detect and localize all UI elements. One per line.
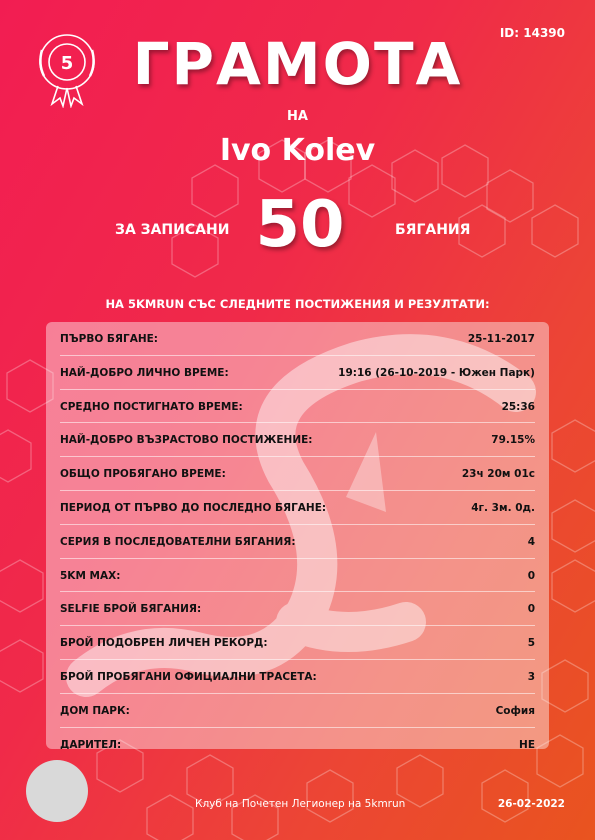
stat-row-selfie-runs [60,592,535,626]
certificate-id: ID: 14390 [499,26,565,40]
stat-label: БРОЙ ПОДОБРЕН ЛИЧЕН РЕКОРД: [60,637,268,650]
run-count: 50 [255,188,345,262]
stat-label: СЕРИЯ В ПОСЛЕДОВАТЕЛНИ БЯГАНИЯ: [60,535,296,548]
run-count-row [0,188,595,268]
stat-value: 0 [527,603,535,616]
achievements-subtitle: НА 5KMRUN СЪС СЛЕДНИТЕ ПОСТИЖЕНИЯ И РЕЗУЛТАТИ: [105,297,490,311]
stat-value: 3 [527,670,535,683]
page-title: ГРАМОТА [132,30,463,98]
stat-label: SELFIE БРОЙ БЯГАНИЯ: [60,603,202,616]
stat-row-home-park [60,694,535,728]
stat-label: НАЙ-ДОБРО ВЪЗРАСТОВО ПОСТИЖЕНИЕ: [60,434,313,447]
stat-value: 5 [527,637,535,650]
svg-text:5: 5 [60,53,74,74]
stat-label: ПЪРВО БЯГАНЕ: [60,333,158,345]
stat-row-official-courses [60,660,535,694]
stat-label: ОБЩО ПРОБЯГАНО ВРЕМЕ: [60,468,226,481]
recorded-label: ЗА ЗАПИСАНИ [115,222,230,238]
stat-row-period [60,491,535,525]
avatar [26,760,88,822]
stat-label: 5KM MAX: [60,569,121,582]
stat-label: ДОМ ПАРК: [60,704,130,717]
stat-label: ПЕРИОД ОТ ПЪРВО ДО ПОСЛЕДНО БЯГАНЕ: [60,501,327,514]
stat-value: София [495,704,535,717]
stat-value: 4г. 3м. 0д. [471,501,535,514]
stat-value: НЕ [519,738,535,749]
stat-value: 19:16 (26-10-2019 - Южен Парк) [338,366,535,379]
runs-label: БЯГАНИЯ [395,222,471,238]
stat-label: ДАРИТЕЛ: [60,738,122,749]
stat-row-age-grade [60,423,535,457]
stat-value: 4 [527,535,535,548]
stat-value: 23ч 20м 01с [461,468,535,481]
stat-row-streak [60,525,535,559]
club-footer-text: Клуб на Почетен Легионер на 5kmrun [195,798,406,810]
stat-label: СРЕДНО ПОСТИГНАТО ВРЕМЕ: [60,400,243,413]
recipient-name: Ivo Kolev [219,133,376,168]
stats-list [60,322,535,749]
stat-value: 79.15% [491,434,535,447]
stat-row-5km-max [60,559,535,593]
stat-value: 25-11-2017 [467,333,535,345]
stat-row-donor [60,728,535,749]
stat-row-first-run [60,322,535,356]
for-label: НА [287,109,308,124]
stats-panel [46,322,549,749]
stat-row-average-time [60,390,535,424]
stat-row-best-time [60,356,535,390]
stat-value: 0 [527,569,535,582]
stat-row-total-time [60,457,535,491]
stat-label: НАЙ-ДОБРО ЛИЧНО ВРЕМЕ: [60,366,229,379]
issue-date: 26-02-2022 [497,798,565,810]
stat-label: БРОЙ ПРОБЯГАНИ ОФИЦИАЛНИ ТРАСЕТА: [60,670,317,683]
stat-value: 25:36 [501,400,535,413]
stat-row-pb-count [60,626,535,660]
